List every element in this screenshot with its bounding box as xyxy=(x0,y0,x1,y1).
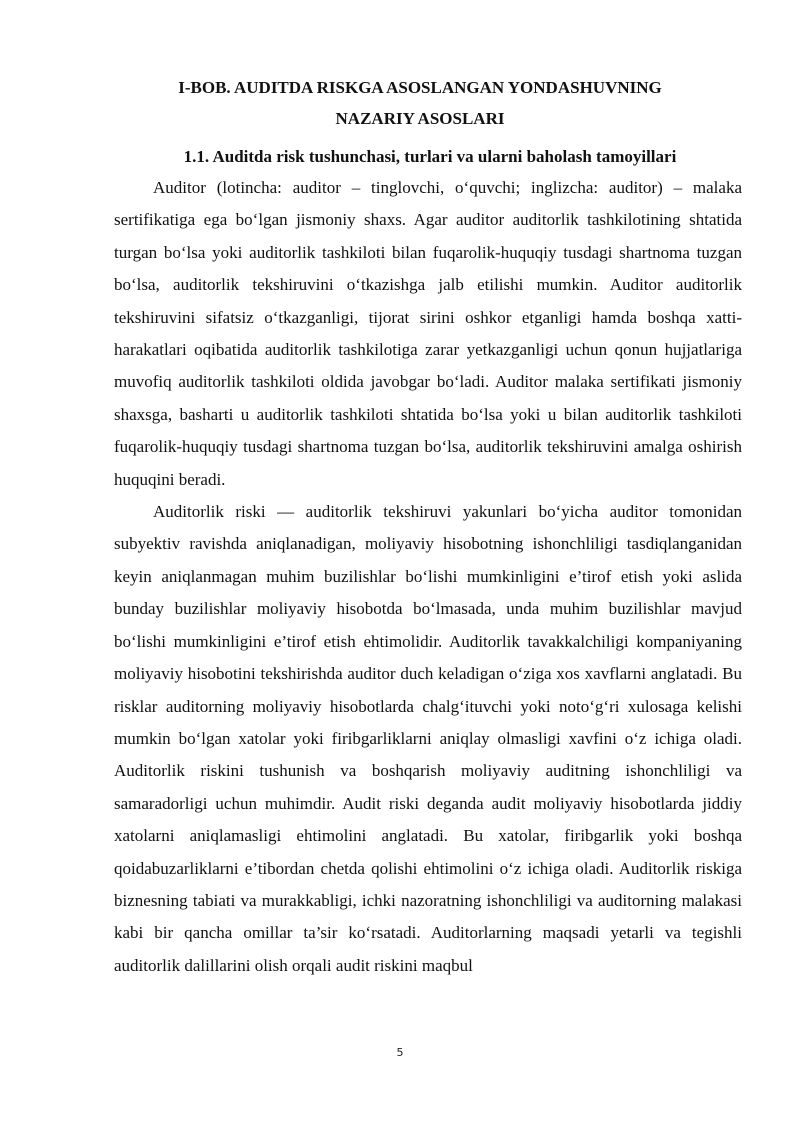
section-title: 1.1. Auditda risk tushunchasi, turlari va ularni baholash tamoyillari xyxy=(183,147,677,166)
paragraph-auditor-definition: Auditor (lotincha: auditor – tinglovchi, o‘quvchi; inglizcha: auditor) – malaka sertifikatiga ega bo‘lgan jismoniy shaxs. Agar auditor auditorlik tashkilotining shtatida turgan bo‘lsa yoki auditorlik tashkiloti bilan fuqarolik-huquqiy tusdagi shartnoma tuzgan bo‘lsa, auditorlik tekshiruvini o‘tkazishga jalb etilishi mumkin. Auditor auditorlik tekshiruvini sifatsiz o‘tkazganligi, tijorat sirini oshkor etganligi hamda boshqa xatti-harakatlari oqibatida auditorlik tashkilotiga zarar yetkazganligi uchun qonun hujjatlariga muvofiq auditorlik tashkiloti oldida javobgar bo‘ladi. Auditor malaka sertifikati jismoniy shaxsga, basharti u auditorlik tashkiloti shtatida bo‘lsa yoki u bilan auditorlik tashkiloti fuqarolik-huquqiy tusdagi shartnoma tuzgan bo‘lsa, auditorlik tekshiruvini amalga oshirish huquqini beradi. xyxy=(114,178,742,489)
chapter-title-line-2: NAZARIY ASOSLARI xyxy=(335,109,505,128)
paragraph-audit-risk: Auditorlik riski — auditorlik tekshiruvi yakunlari bo‘yicha auditor tomonidan subyektiv ravishda aniqlanadigan, moliyaviy hisobotning ishonchliligi tasdiqlanganidan keyin aniqlanmagan muhim buzilishlar bo‘lishi mumkinligini e’tirof etish yoki aslida bunday buzilishlar moliyaviy hisobotda bo‘lmasada, unda muhim buzilishlar mavjud bo‘lishi mumkinligini e’tirof etish ehtimolidir. Auditorlik tavakkalchiligi kompaniyaning moliyaviy hisobotini tekshirishda auditor duch keladigan o‘ziga xos xavflarni anglatadi. Bu risklar auditorning moliyaviy hisobotlarda chalg‘ituvchi yoki noto‘g‘ri xulosaga kelishi mumkin bo‘lgan xatolar yoki firibgarliklarni aniqlay olmasligi xavfini o‘z ichiga oladi. Auditorlik riskini tushunish va boshqarish moliyaviy auditning ishonchliligi va samaradorligi uchun muhimdir. Audit riski deganda audit moliyaviy hisobotlarda jiddiy xatolarni aniqlamasligi ehtimolini anglatadi. Bu xatolar, firibgarlik yoki boshqa qoidabuzarliklarni e’tibordan chetda qolishi ehtimolini o‘z ichiga oladi. Auditorlik riskiga biznesning tabiati va murakkabligi, ichki nazoratning ishonchliligi va auditorning malakasi kabi bir qancha omillar ta’sir ko‘rsatadi. Auditorlarning maqsadi yetarli va tegishli auditorlik dalillarini olish orqali audit riskini maqbul xyxy=(114,502,742,975)
page-number: 5 xyxy=(396,1046,404,1059)
chapter-title-line-1: I-BOB. AUDITDA RISKGA ASOSLANGAN YONDASHUVNING xyxy=(178,78,662,97)
body-text xyxy=(114,172,742,982)
chapter-title xyxy=(90,72,750,134)
